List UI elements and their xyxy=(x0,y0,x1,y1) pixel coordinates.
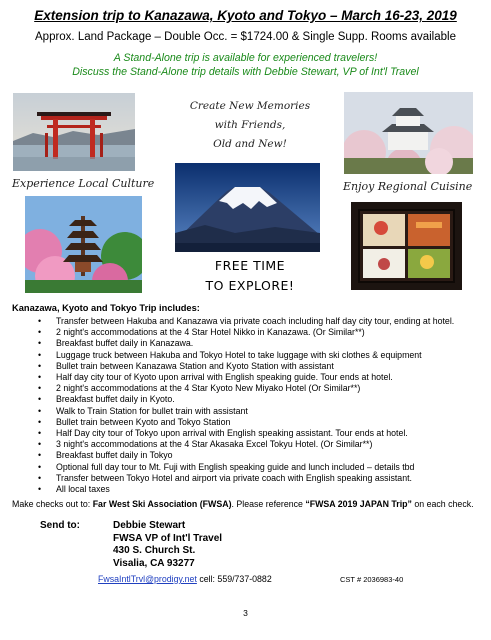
list-item: • Transfer between Tokyo Hotel and airport via private coach with English speaking assistant. xyxy=(12,473,454,484)
list-item: • Breakfast buffet daily in Kyoto. xyxy=(12,394,454,405)
list-item: • Bullet train between Kanazawa Station and Kyoto Station with assistant xyxy=(12,361,454,372)
list-item: • Breakfast buffet daily in Tokyo xyxy=(12,450,454,461)
list-item: • 2 night's accommodations at the 4 Star Kyoto New Miyako Hotel (Or Similar**) xyxy=(12,383,454,394)
city-state-zip: Visalia, CA 93277 xyxy=(113,557,195,569)
castle-photo xyxy=(344,92,473,174)
package-price: Approx. Land Package – Double Occ. = $1724.00 & Single Supp. Rooms available xyxy=(35,31,456,43)
pagoda-photo xyxy=(25,196,142,293)
list-item: • Breakfast buffet daily in Kanazawa. xyxy=(12,338,454,349)
list-item: • Optional full day tour to Mt. Fuji with English speaking guide and lunch included – details tbd xyxy=(12,462,454,473)
list-item: • Transfer between Hakuba and Kanazawa via private coach including half day city tour, ending at hotel. xyxy=(12,316,454,327)
mailing-address xyxy=(113,520,222,570)
page-title: Extension trip to Kanazawa, Kyoto and Tokyo – March 16-23, 2019 xyxy=(34,8,457,23)
list-item: • Walk to Train Station for bullet train with assistant xyxy=(12,406,454,417)
list-item: • Luggage truck between Hakuba and Tokyo Hotel to take luggage with ski clothes & equipment xyxy=(12,350,454,361)
standalone-notice: A Stand-Alone trip is available for experienced travelers! xyxy=(113,52,378,64)
recipient-name: Debbie Stewart xyxy=(113,520,186,531)
includes-list xyxy=(12,316,454,495)
send-to-label: Send to: xyxy=(40,520,80,531)
list-item: • Half day city tour of Kyoto upon arrival with English speaking guide. Tour ends at hotel. xyxy=(12,372,454,383)
page-number: 3 xyxy=(243,608,248,618)
torii-gate-photo xyxy=(13,93,135,171)
list-item: • 2 night's accommodations at the 4 Star Hotel Nikko in Kanazawa. (Or Similar**) xyxy=(12,327,454,338)
payment-instructions: Make checks out to: Far West Ski Association (FWSA). Please reference “FWSA 2019 JAPAN Trip” on each check. xyxy=(12,499,474,509)
email-link[interactable]: FwsaIntlTrvl@prodigy.net xyxy=(98,574,197,584)
contact-line xyxy=(98,574,272,584)
free-time-caption: FREE TIME TO EXPLORE! xyxy=(205,258,295,293)
mount-fuji-photo xyxy=(175,163,320,252)
list-item: • Bullet train between Kyoto and Tokyo Station xyxy=(12,417,454,428)
recipient-title: FWSA VP of Int'l Travel xyxy=(113,532,223,544)
street-address: 430 S. Church St. xyxy=(113,545,196,556)
memories-caption: Create New Memories with Friends, Old and New! xyxy=(189,100,311,150)
includes-heading: Kanazawa, Kyoto and Tokyo Trip includes: xyxy=(12,303,200,313)
cuisine-caption: Enjoy Regional Cuisine xyxy=(343,180,473,193)
cell-phone: cell: 559/737-0882 xyxy=(196,574,272,584)
cst-number: CST # 2036983-40 xyxy=(340,575,404,584)
standalone-contact-note: Discuss the Stand-Alone trip details with Debbie Stewart, VP of Int'l Travel xyxy=(72,66,419,78)
list-item: • 3 night's accommodations at the 4 Star Akasaka Excel Tokyu Hotel. (Or Similar**) xyxy=(12,439,454,450)
list-item: • Half Day city tour of Tokyo upon arrival with English speaking assistant. Tour ends at hotel. xyxy=(12,428,454,439)
list-item: • All local taxes xyxy=(12,484,454,495)
culture-caption: Experience Local Culture xyxy=(12,177,155,190)
bento-cuisine-photo xyxy=(351,202,462,290)
